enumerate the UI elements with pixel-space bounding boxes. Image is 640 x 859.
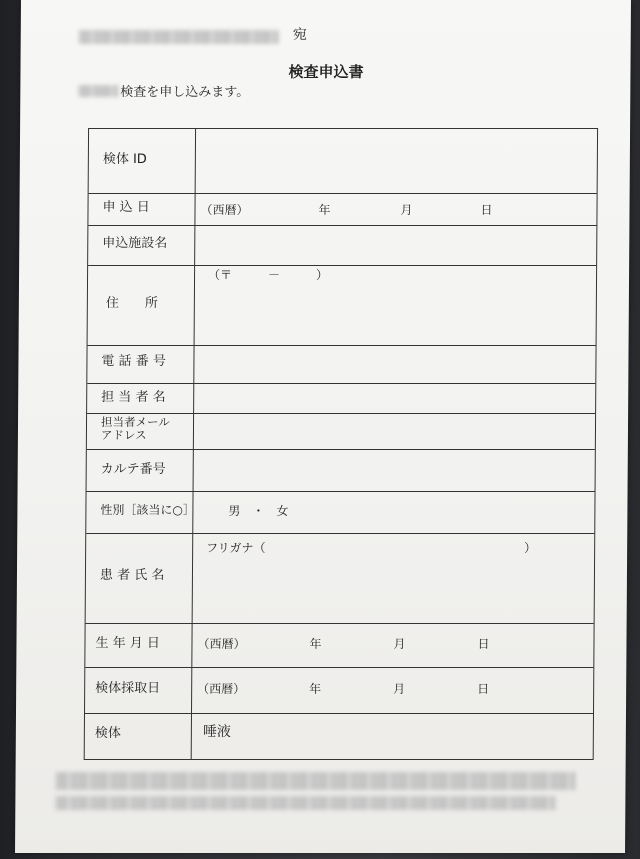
row-divider bbox=[87, 449, 595, 450]
addressee-suffix: 宛 bbox=[292, 27, 307, 43]
label-sex: 性別［該当に○］ bbox=[100, 503, 195, 517]
collection-date-day: 日 bbox=[477, 682, 490, 696]
birth-date-era: （西暦） bbox=[197, 637, 246, 651]
form-title: 検査申込書 bbox=[288, 63, 364, 81]
collection-date-year: 年 bbox=[309, 682, 322, 696]
row-divider bbox=[85, 667, 593, 668]
row-divider bbox=[88, 225, 596, 226]
label-contact-email: 担当者メール アドレス bbox=[100, 415, 170, 443]
collection-date-month: 月 bbox=[393, 682, 406, 696]
address-postal-code: （〒 － ） bbox=[208, 268, 329, 282]
row-divider bbox=[85, 713, 593, 714]
label-column-divider bbox=[191, 129, 196, 759]
row-divider bbox=[88, 345, 596, 346]
birth-date-year: 年 bbox=[309, 637, 322, 651]
application-date-year: 年 bbox=[318, 203, 331, 217]
label-specimen-id: 検体 ID bbox=[102, 152, 147, 167]
redacted-footer-line-2 bbox=[55, 796, 555, 810]
birth-date-day: 日 bbox=[477, 637, 490, 651]
patient-furigana: フリガナ（ bbox=[206, 541, 266, 555]
label-application-date: 申 込 日 bbox=[102, 200, 150, 215]
label-facility-name: 申込施設名 bbox=[102, 236, 168, 251]
label-specimen: 検体 bbox=[94, 726, 121, 741]
redacted-footer-line-1 bbox=[55, 772, 575, 790]
redacted-addressee bbox=[79, 30, 279, 44]
specimen-value: 唾液 bbox=[202, 724, 231, 740]
redacted-facility-name bbox=[78, 85, 118, 97]
intro-text: 検査を申し込みます。 bbox=[120, 85, 250, 100]
label-phone-number: 電 話 番 号 bbox=[101, 354, 166, 369]
label-contact-name: 担 当 者 名 bbox=[101, 390, 166, 405]
application-date-era: （西暦） bbox=[200, 203, 249, 217]
collection-date-era: （西暦） bbox=[197, 682, 246, 696]
label-collection-date: 検体採取日 bbox=[95, 681, 161, 696]
row-divider bbox=[87, 491, 595, 492]
row-divider bbox=[87, 413, 595, 414]
row-divider bbox=[88, 265, 596, 266]
label-birth-date: 生 年 月 日 bbox=[95, 636, 160, 651]
label-chart-number: カルテ番号 bbox=[100, 462, 166, 477]
sex-options: 男 ・ 女 bbox=[228, 504, 289, 518]
application-form-sheet bbox=[15, 0, 631, 853]
label-patient-name: 患 者 氏 名 bbox=[99, 568, 165, 583]
row-divider bbox=[89, 193, 597, 194]
row-divider bbox=[86, 533, 594, 534]
row-divider bbox=[86, 623, 594, 624]
form-table bbox=[84, 128, 598, 760]
birth-date-month: 月 bbox=[393, 637, 406, 651]
application-date-month: 月 bbox=[400, 203, 413, 217]
label-address: 住 所 bbox=[105, 296, 158, 311]
patient-furigana-close: ） bbox=[524, 541, 537, 555]
application-date-day: 日 bbox=[480, 203, 493, 217]
row-divider bbox=[87, 383, 595, 384]
